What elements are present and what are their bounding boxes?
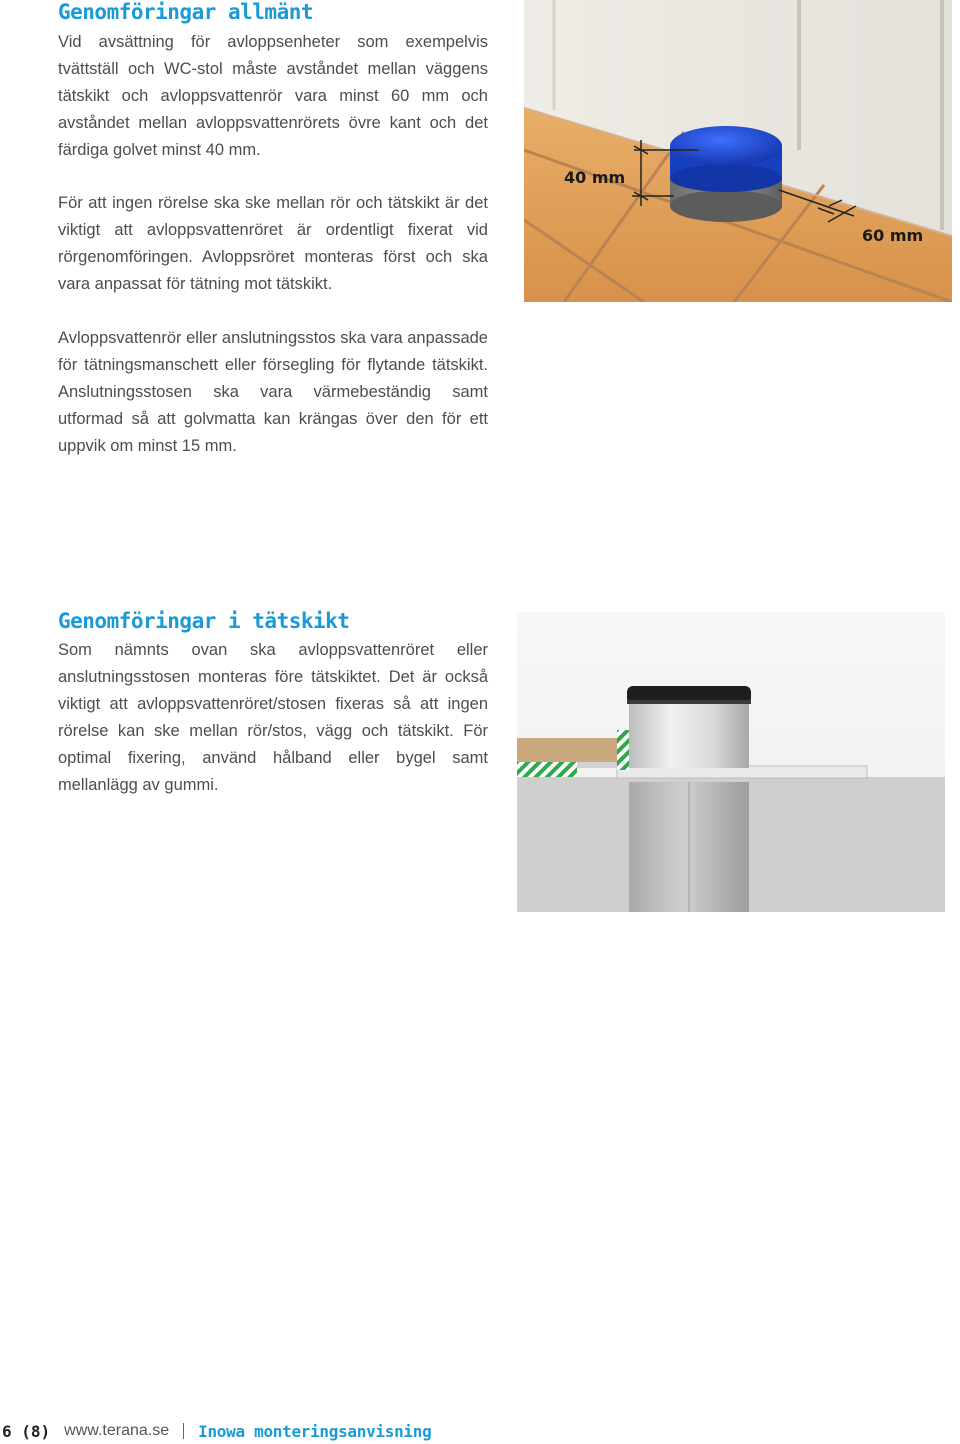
website-link[interactable]: www.terana.se (64, 1422, 170, 1439)
height-dimension-label: 40 mm (564, 168, 626, 187)
pipe-section-figure (517, 612, 945, 912)
page-number: 6 (8) (2, 1421, 51, 1441)
pipe-clearance-figure (524, 0, 952, 302)
section1-paragraph-1: Vid avsättning för avloppsenheter som exempelvis tvättställ och WC-stol måste avståndet mellan väggens tätskikt och avloppsvattenrör vara minst 60 mm och avståndet mellan avloppsvattenrörets övre kant och det färdiga golvet minst 40 mm. (58, 33, 488, 159)
section2-paragraph-1: Som nämnts ovan ska avloppsvattenröret eller anslutningsstosen monteras före tätskiktet. Det är också viktigt att avloppsvattenröret/stosen fixeras så att ingen rörelse kan ske mellan rör/stos, vägg och tätskikt. För optimal fixering, använd hålband eller bygel samt mellanlägg av gummi. (58, 641, 488, 794)
footer-divider (183, 1423, 184, 1439)
section1-heading: Genomföringar allmänt (58, 0, 314, 24)
section1-paragraph-3: Avloppsvattenrör eller anslutningsstos ska vara anpassade för tätningsmanschett eller försegling för flytande tätskikt. Anslutningsstosen ska vara värmebeständig samt utformad så att golvmatta kan krängas över den för ett uppvik om minst 15 mm. (58, 329, 488, 455)
document-title: Inowa monteringsanvisning (198, 1421, 432, 1441)
section1-paragraph-2: För att ingen rörelse ska ske mellan rör och tätskikt är det viktigt att avloppsvattenröret är ordentligt fixerat vid rörgenomföringen. Avloppsröret monteras först och ska vara anpassat för tätning mot tätskikt. (58, 194, 488, 293)
distance-dimension-label: 60 mm (862, 226, 924, 245)
page-footer (2, 1420, 431, 1442)
section2-heading: Genomföringar i tätskikt (58, 609, 350, 633)
